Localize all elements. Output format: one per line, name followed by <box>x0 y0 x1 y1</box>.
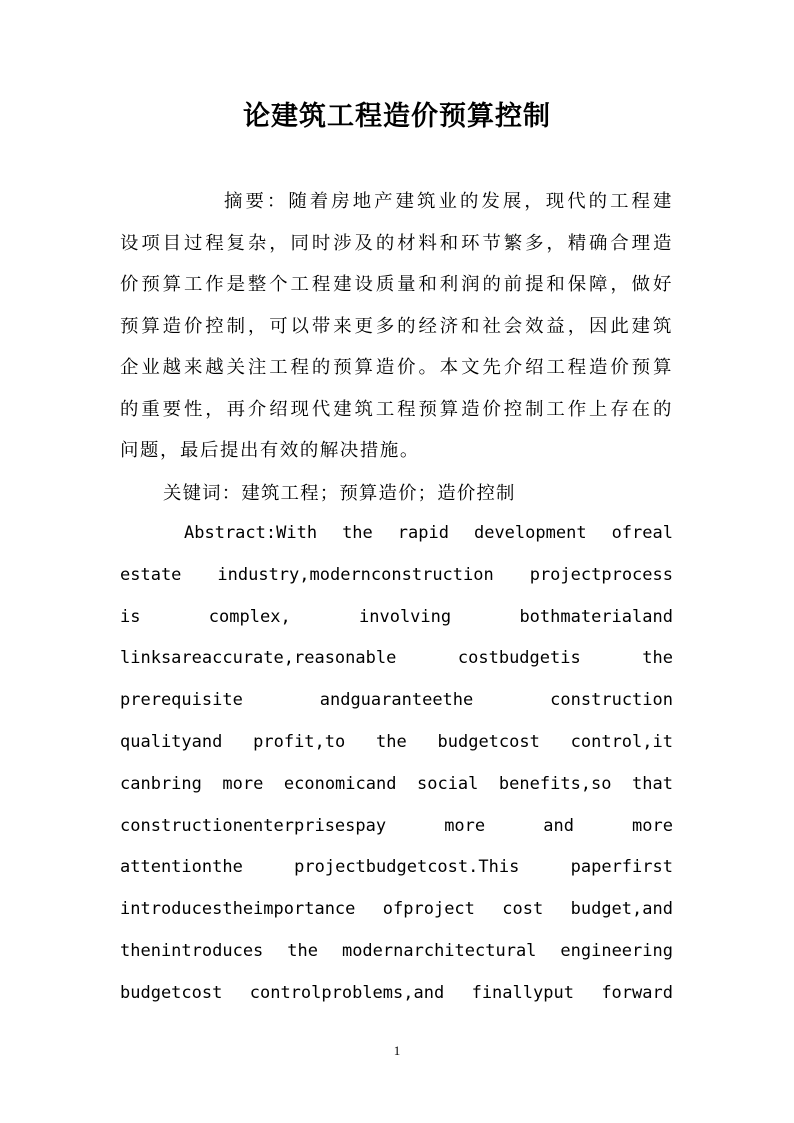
abstract-en-line <box>120 680 673 722</box>
abstract-en-word: qualityand <box>120 731 223 752</box>
abstract-en-word: more <box>444 815 486 836</box>
abstract-en-word: introducestheimportance <box>120 899 356 920</box>
abstract-en-word: development <box>473 523 587 543</box>
abstract-en-word: projectprocess <box>529 564 673 585</box>
abstract-en-line <box>120 847 673 889</box>
abstract-en-word: rapid <box>397 523 449 543</box>
abstract-en-word: ofproject <box>382 899 475 920</box>
abstract-en-word: is <box>120 606 141 627</box>
abstract-en-line <box>120 889 673 931</box>
abstract-en-word: finallyput <box>471 982 574 1003</box>
abstract-line: 问题，最后提出有效的解决措施。 <box>120 440 420 461</box>
abstract-en-word: forward <box>601 982 673 1003</box>
abstract-en-line <box>120 722 673 764</box>
abstract-en-line <box>120 931 673 973</box>
keywords-line: 关键词：建筑工程；预算造价；造价控制 <box>163 483 516 504</box>
abstract-en-word: profit,to <box>253 731 346 752</box>
abstract-en-word: cost <box>502 899 544 920</box>
document-title: 论建筑工程造价预算控制 <box>243 101 551 132</box>
abstract-en-word: controlproblems,and <box>249 982 445 1003</box>
abstract-en-word: the <box>342 523 373 543</box>
abstract-en-line <box>120 513 673 555</box>
abstract-en-line <box>120 973 673 1015</box>
abstract-line: 的重要性，再介绍现代建筑工程预算造价控制工作上存在的 <box>120 398 673 420</box>
abstract-en-word: bothmaterialand <box>519 606 673 627</box>
abstract-en-line <box>120 597 673 639</box>
abstract-en-word: benefits,so <box>498 773 612 794</box>
abstract-en-word: estate <box>120 564 182 585</box>
abstract-en-word: engineering <box>560 940 673 961</box>
abstract-en-word: paperfirst <box>570 857 673 878</box>
abstract-en-word: linksareaccurate,reasonable <box>120 648 397 669</box>
abstract-en-word: costbudgetis <box>457 648 581 669</box>
abstract-en-word: the <box>642 648 673 669</box>
abstract-en-word: prerequisite <box>120 690 243 711</box>
abstract-en-word: constructionenterprisespay <box>120 815 387 836</box>
abstract-en-word: that <box>632 773 673 794</box>
abstract-en-line <box>120 555 673 597</box>
abstract-en-word: the <box>376 731 407 752</box>
abstract-line: 企业越来越关注工程的预算造价。本文先介绍工程造价预算 <box>120 357 673 378</box>
abstract-line: 摘要：随着房地产建筑业的发展，现代的工程建 <box>224 191 673 212</box>
chinese-abstract <box>120 181 673 472</box>
abstract-en-word: budget,and <box>570 899 673 920</box>
abstract-en-word: industry,modernconstruction <box>217 564 494 585</box>
abstract-en-word: thenintroduces <box>120 940 264 961</box>
abstract-en-line <box>120 764 673 806</box>
abstract-line: 价预算工作是整个工程建设质量和利润的前提和保障，做好 <box>120 274 673 295</box>
abstract-en-word: complex, <box>208 606 291 627</box>
abstract-en-word: modernarchitectural <box>341 940 537 961</box>
english-abstract <box>120 513 673 1015</box>
abstract-en-word: budgetcost <box>120 982 223 1003</box>
abstract-en-word: and <box>543 815 574 836</box>
abstract-en-line <box>120 638 673 680</box>
abstract-en-line <box>120 806 673 848</box>
abstract-line: 设项目过程复杂，同时涉及的材料和环节繁多，精确合理造 <box>120 232 673 254</box>
abstract-en-word: more <box>222 773 264 794</box>
abstract-en-word: andguaranteethe <box>319 690 474 711</box>
abstract-line: 预算造价控制，可以带来更多的经济和社会效益，因此建筑 <box>120 315 673 337</box>
abstract-en-word: involving <box>359 606 452 627</box>
page-number: 1 <box>393 1043 401 1058</box>
abstract-en-word: control,it <box>570 731 673 752</box>
abstract-en-word: Abstract:With <box>184 523 318 543</box>
abstract-en-word: canbring <box>120 773 202 794</box>
abstract-en-word: budgetcost <box>437 731 540 752</box>
abstract-en-word: construction <box>550 690 673 711</box>
abstract-en-word: more <box>632 815 673 836</box>
abstract-en-word: economicand <box>283 773 397 794</box>
abstract-en-word: projectbudgetcost.This <box>294 857 520 878</box>
abstract-en-word: social <box>416 773 479 794</box>
abstract-en-word: attentionthe <box>120 857 243 878</box>
abstract-en-word: the <box>287 940 318 961</box>
abstract-en-word: ofreal <box>611 523 673 543</box>
